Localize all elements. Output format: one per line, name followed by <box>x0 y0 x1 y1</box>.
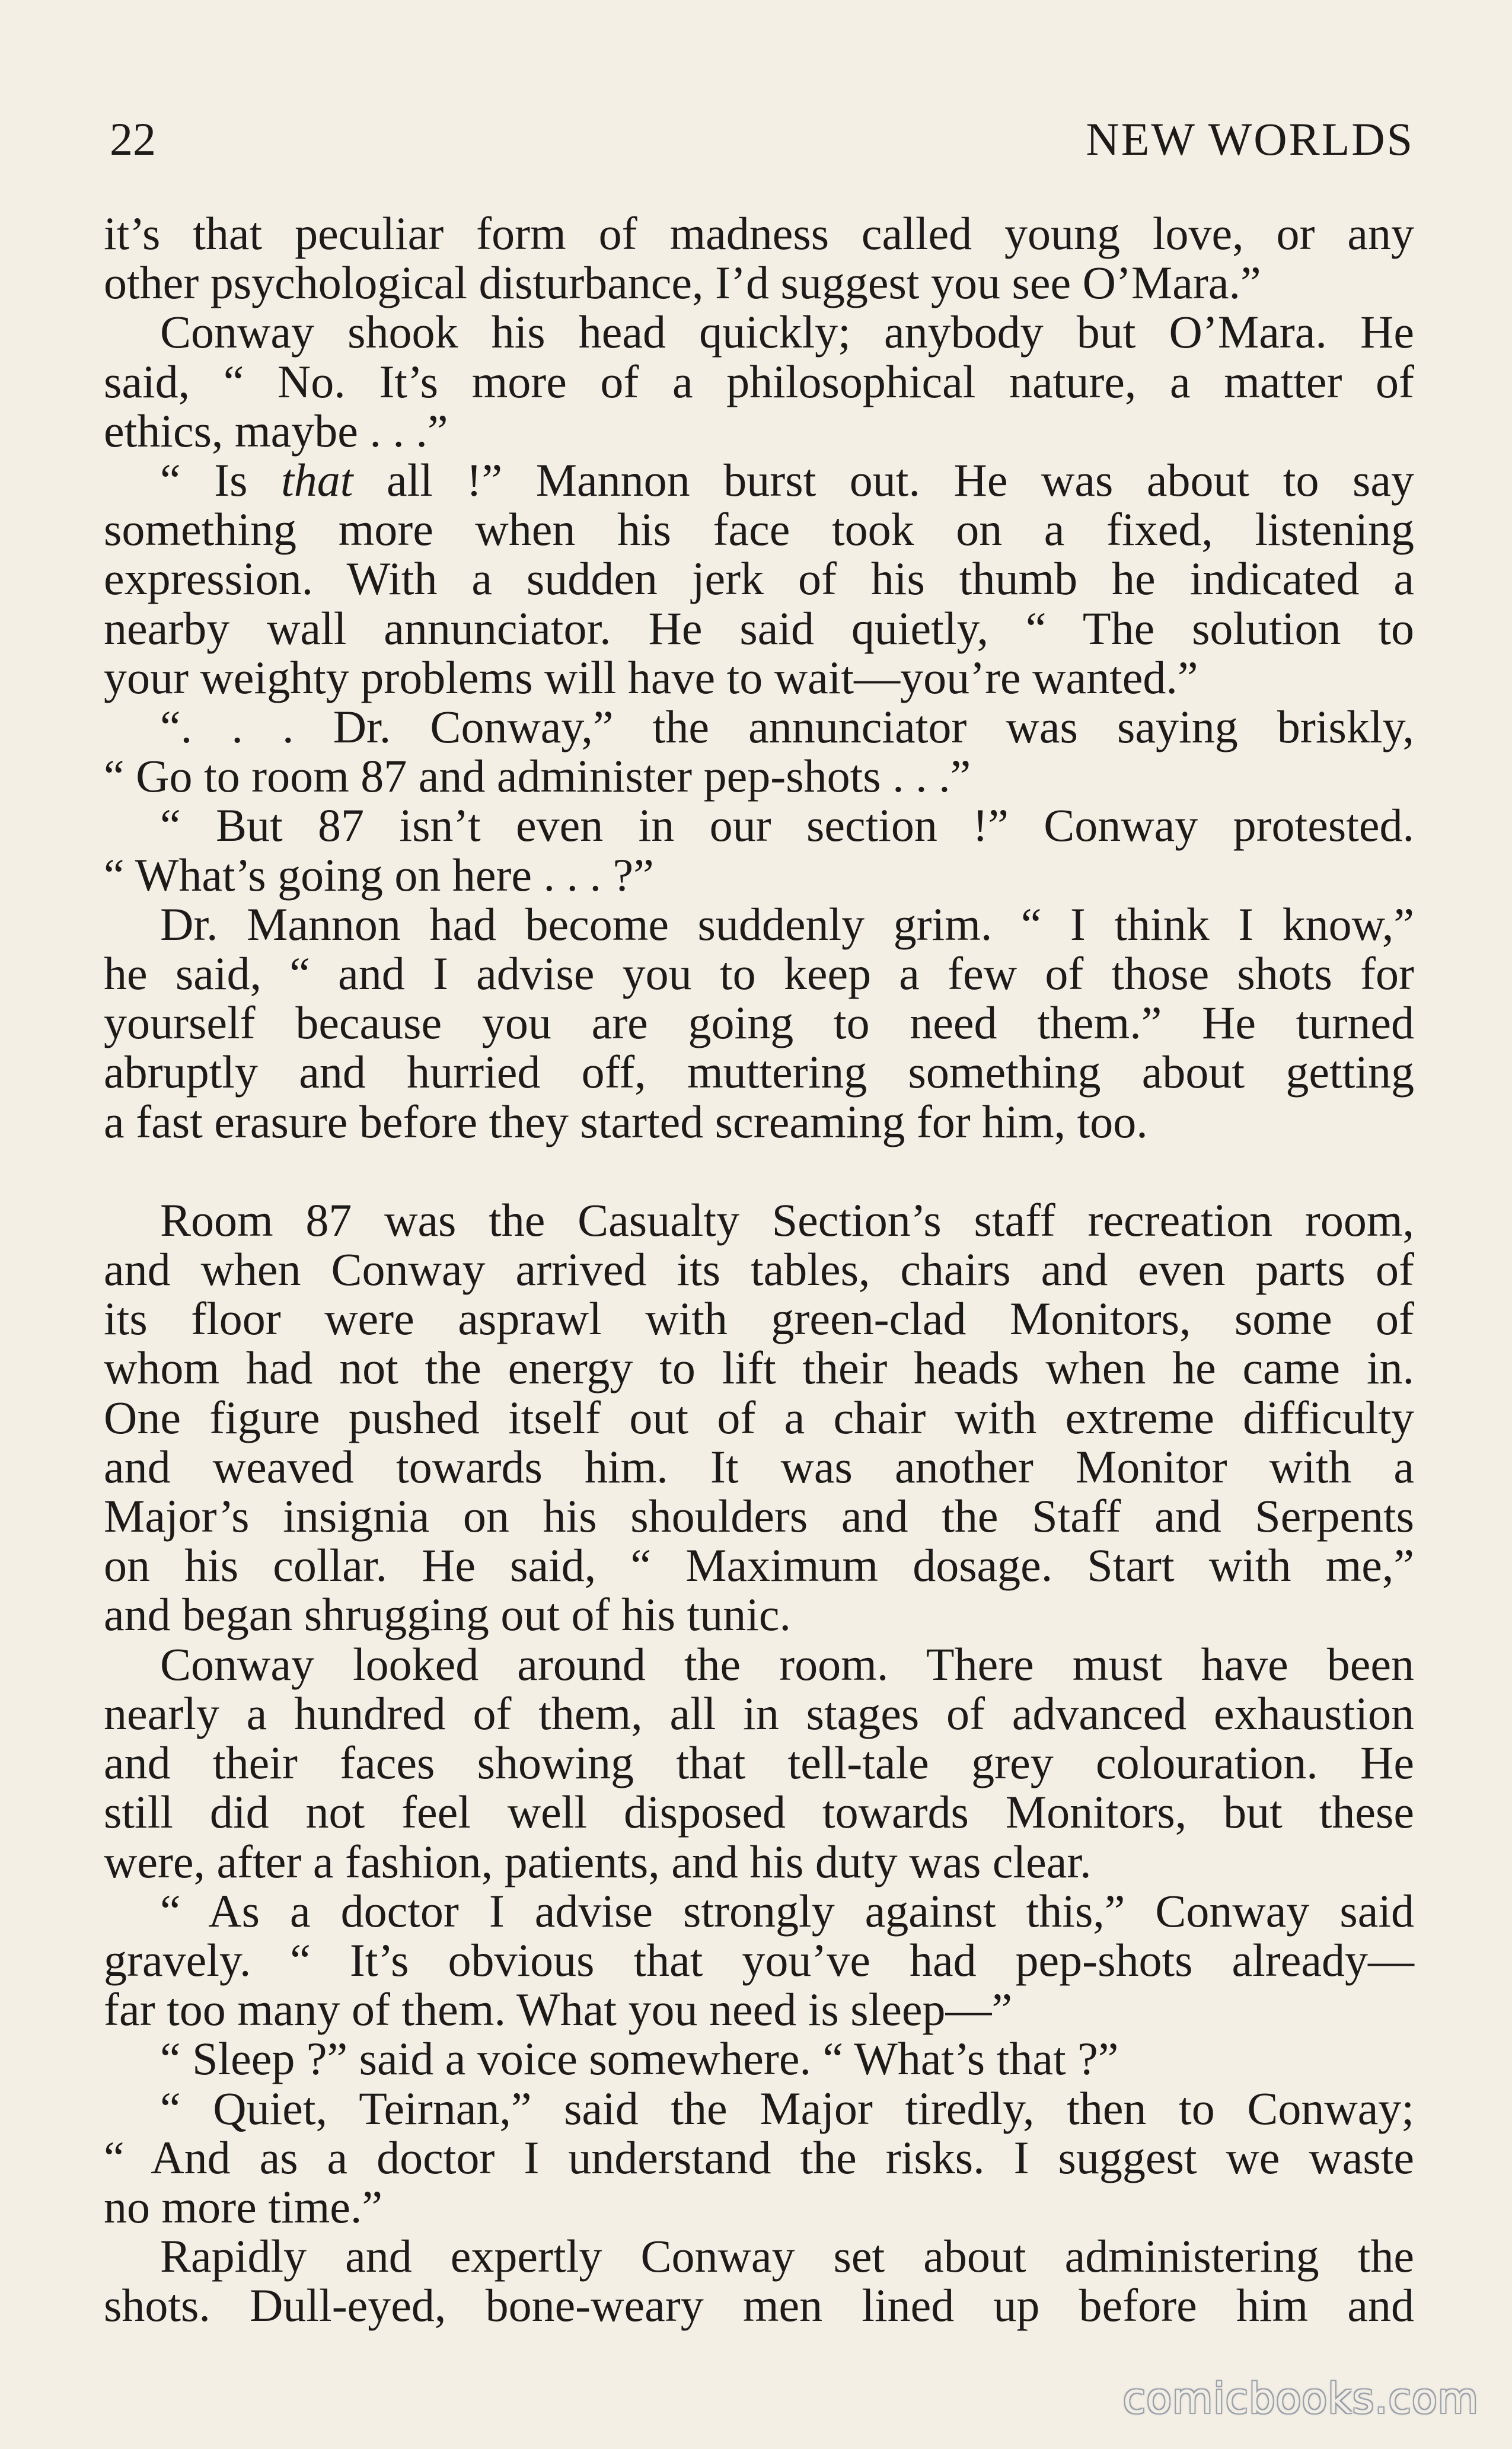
text-line: he said, “ and I advise you to keep a few of those shots for <box>104 948 1414 1000</box>
watermark-logo: comicbooks.com <box>1122 2374 1479 2423</box>
text-line: nearly a hundred of them, all in stages of advanced exhaustion <box>104 1687 1414 1739</box>
text-line: and when Conway arrived its tables, chairs and even parts of <box>104 1243 1414 1296</box>
text-line <box>104 455 1414 505</box>
text-line: “ Go to room 87 and administer pep-shots . . .” <box>104 750 971 802</box>
text-line: “ As a doctor I advise strongly against this,” Conway said <box>160 1884 1414 1937</box>
text-line: gravely. “ It’s obvious that you’ve had pep-shots already— <box>104 1934 1414 1986</box>
text-line: shots. Dull-eyed, bone-weary men lined up before him and <box>104 2279 1414 2332</box>
text-line: it’s that peculiar form of madness called young love, or any <box>104 208 1414 259</box>
running-head <box>110 104 1414 169</box>
text-line: “ But 87 isn’t even in our section !” Conway protested. <box>160 799 1414 852</box>
quote-rest: all !” Mannon burst out. He was about to say <box>353 454 1414 506</box>
text-line: and weaved towards him. It was another Monitor with a <box>104 1440 1414 1493</box>
text-line: Rapidly and expertly Conway set about administering the <box>160 2230 1414 2282</box>
text-line: and their faces showing that tell-tale grey colouration. He <box>104 1737 1414 1789</box>
text-line: and began shrugging out of his tunic. <box>104 1589 791 1641</box>
text-line: said, “ No. It’s more of a philosophical nature, a matter of <box>104 355 1414 407</box>
text-line: expression. With a sudden jerk of his thumb he indicated a <box>104 553 1414 605</box>
text-line: other psychological disturbance, I’d suggest you see O’Mara.” <box>104 257 1261 309</box>
text-line: no more time.” <box>104 2180 383 2233</box>
text-line: your weighty problems will have to wait—you’re wanted.” <box>104 651 1198 703</box>
section-break <box>104 1146 1414 1195</box>
text-line: Dr. Mannon had become suddenly grim. “ I think I know,” <box>160 898 1414 950</box>
text-line: Conway looked around the room. There must have been <box>160 1638 1414 1690</box>
text-line: yourself because you are going to need them.” He turned <box>104 997 1414 1049</box>
text-line: “. . . Dr. Conway,” the annunciator was saying briskly, <box>160 701 1414 753</box>
text-line: a fast erasure before they started screaming for him, too. <box>104 1095 1148 1147</box>
text-line: “ Quiet, Teirnan,” said the Major tiredly, then to Conway; <box>160 2082 1414 2134</box>
text-line: “ Sleep ?” said a voice somewhere. “ What’s that ?” <box>160 2033 1119 2085</box>
text-line: whom had not the energy to lift their heads when he came in. <box>104 1342 1414 1394</box>
text-line: “ What’s going on here . . . ?” <box>104 849 654 901</box>
text-line: something more when his face took on a fixed, listening <box>104 503 1414 556</box>
text-line: abruptly and hurried off, muttering something about getting <box>104 1046 1414 1098</box>
text-line: “ And as a doctor I understand the risks. I suggest we waste <box>104 2131 1414 2183</box>
text-line: on his collar. He said, “ Maximum dosage. Start with me,” <box>104 1539 1414 1592</box>
text-line: Major’s insignia on his shoulders and the Staff and Serpents <box>104 1490 1414 1542</box>
page-number: 22 <box>110 113 156 165</box>
text-line: were, after a fashion, patients, and his duty was clear. <box>104 1835 1092 1887</box>
text-line: Room 87 was the Casualty Section’s staff recreation room, <box>160 1194 1414 1246</box>
text-line: still did not feel well disposed towards Monitors, but these <box>104 1786 1414 1838</box>
text-line: far too many of them. What you need is sleep—” <box>104 1984 1013 2036</box>
text-line: its floor were asprawl with green-clad Monitors, some of <box>104 1293 1414 1345</box>
text-line: Conway shook his head quickly; anybody but O’Mara. He <box>160 306 1414 358</box>
text-line: One figure pushed itself out of a chair with extreme difficulty <box>104 1391 1414 1443</box>
text-line: ethics, maybe . . .” <box>104 404 448 457</box>
text-line: nearby wall annunciator. He said quietly, “ The solution to <box>104 602 1414 654</box>
emphasis: that <box>281 454 353 506</box>
body-text <box>104 209 1414 2330</box>
quote-open: “ Is <box>160 454 282 506</box>
journal-title: NEW WORLDS <box>1086 113 1414 165</box>
